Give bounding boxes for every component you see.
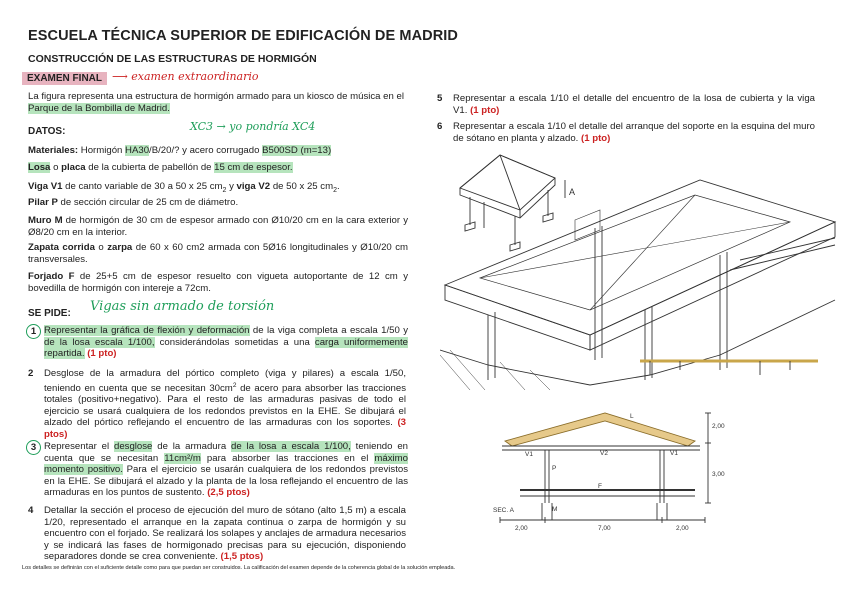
arrow-icon: ⟶ [112, 70, 132, 83]
section-drawing [490, 408, 730, 533]
main-perspective [440, 180, 835, 390]
label-v1-right: V1 [670, 450, 678, 457]
dim-mid: 3,00 [712, 471, 725, 478]
pilar-line: Pilar P de sección circular de 25 cm de diámetro. [28, 197, 239, 208]
kiosk-sketch [460, 155, 555, 251]
dim-right: 2,00 [676, 525, 689, 532]
materiales-line: Materiales: Hormigón HA30/B/20/? y acero corrugado B500SD (m=13) [28, 145, 332, 156]
dim-top: 2,00 [712, 423, 725, 430]
intro-paragraph: La figura representa una estructura de hormigón armado para un kiosco de música en el Parque de la Bombilla de Madrid. [28, 91, 404, 114]
section-label-a: A [569, 187, 576, 197]
label-sec-a: SEC. A [493, 507, 514, 514]
exam-type-badge: EXAMEN FINAL [22, 72, 107, 85]
muro-line: Muro M de hormigón de 30 cm de espesor armado con Ø10/20 cm en la cara exterior y Ø8/20 cm en la interior. [28, 215, 408, 238]
structure-perspective-drawing [440, 150, 840, 390]
dim-center: 7,00 [598, 525, 611, 532]
question-number-circle: 1 [26, 324, 41, 339]
datos-annotation: XC3 → yo pondría XC4 [190, 120, 316, 133]
forjado-line: Forjado F de 25+5 cm de espesor resuelto con vigueta autoportante de 12 cm y bovedilla de hormigón con intereje a 72cm. [28, 271, 408, 294]
label-f: F [598, 483, 602, 490]
losa-line: Losa o placa de la cubierta de pabellón de 15 cm de espesor. [28, 162, 293, 173]
zapata-line: Zapata corrida o zarpa de 60 x 60 cm2 armada con 5Ø16 longitudinales y Ø10/20 cm transversales. [28, 242, 408, 265]
vigas-line: Viga V1 de canto variable de 30 a 50 x 25 $cm_2$ y viga V2 de 50 x 25 $cm_2$. [28, 181, 340, 194]
subject-title: CONSTRUCCIÓN DE LAS ESTRUCTURAS DE HORMIGÓN [28, 53, 317, 65]
school-title: ESCUELA TÉCNICA SUPERIOR DE EDIFICACIÓN DE MADRID [28, 28, 458, 44]
question-number-circle: 3 [26, 440, 41, 455]
label-p: P [552, 465, 557, 472]
label-l: L [630, 413, 634, 420]
label-v1-left: V1 [525, 451, 533, 458]
se-pide-title: SE PIDE: [28, 308, 71, 319]
exam-annotation: ⟶ examen extraordinario [112, 70, 259, 83]
footer-note: Los detalles se definirán con el suficiente detalle como para que puedan ser construidos. La calificación del examen depende de la coherencia global de la solución empleada. [22, 565, 456, 571]
label-v2: V2 [600, 450, 608, 457]
label-m: M [552, 506, 558, 513]
se-pide-annotation: Vigas sin armado de torsión [90, 299, 275, 314]
datos-title: DATOS: [28, 126, 66, 137]
dim-left: 2,00 [515, 525, 528, 532]
